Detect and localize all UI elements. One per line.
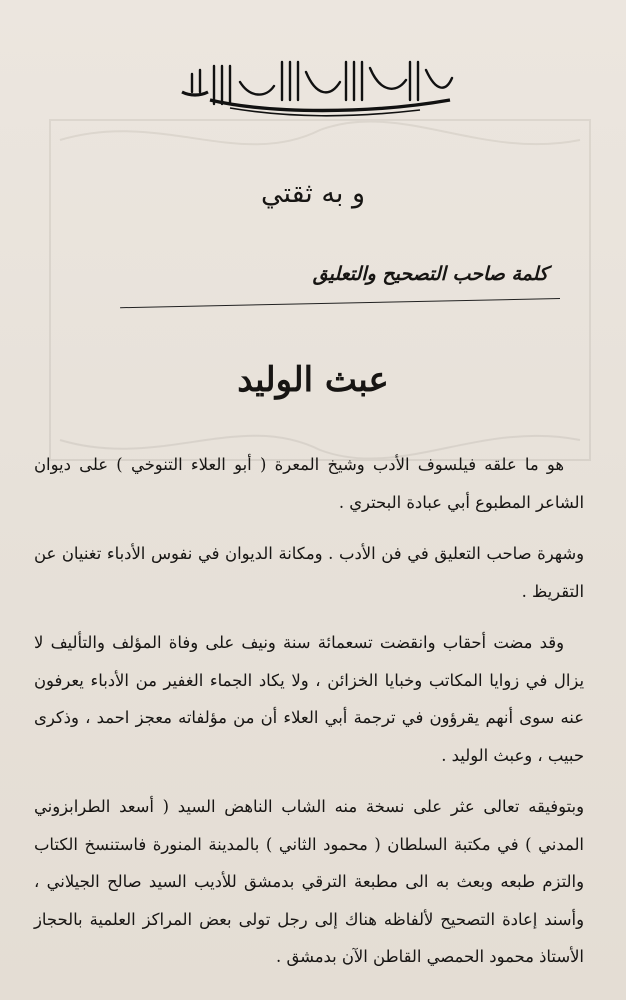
paragraph: وشهرة صاحب التعليق في فن الأدب . ومكانة الديوان في نفوس الأدباء تغنيان عن التقريظ .: [34, 544, 584, 601]
body-text: [34, 446, 584, 990]
bleed-through-ornament: [40, 110, 600, 470]
paragraph: هو ما علقه فيلسوف الأدب وشيخ المعرة ( أبو العلاء التنوخي ) على ديوان الشاعر المطبوع أبي عبادة البحتري .: [34, 455, 584, 512]
editor-underline: [120, 298, 560, 308]
page-title: عبث الوليد: [237, 360, 389, 400]
invocation-heading: و به ثقتي: [260, 178, 366, 209]
paragraph: وقد مضت أحقاب وانقضت تسعمائة سنة ونيف على وفاة المؤلف والتأليف لا يزال في زوايا المكاتب وخبايا الخزائن ، ولا يكاد الجماء الغفير من الأدباء يعرفون عنه سوى أنهم يقرؤون في ترجمة أبي العلاء أن من مؤلفاته معجز احمد ، وذكرى حبيب ، وعبث الوليد .: [34, 633, 584, 765]
basmala-calligraphy: [170, 52, 460, 122]
editor-note-heading: كلمة صاحب التصحيح والتعليق: [312, 263, 548, 285]
paragraph: وبتوفيقه تعالى عثر على نسخة منه الشاب الناهض السيد ( أسعد الطرابزوني المدني ) في مكتبة السلطان ( محمود الثاني ) بالمدينة المنورة فاستنسخ الكتاب والتزم طبعه وبعث به الى مطبعة الترقي بدمشق للأديب السيد صالح الجيلاني ، وأسند إعادة التصحيح لألفاظه هناك إلى رجل تولى بعض المراكز العلمية بالحجاز الأستاذ محمود الحمصي القاطن الآن بدمشق .: [34, 797, 584, 966]
